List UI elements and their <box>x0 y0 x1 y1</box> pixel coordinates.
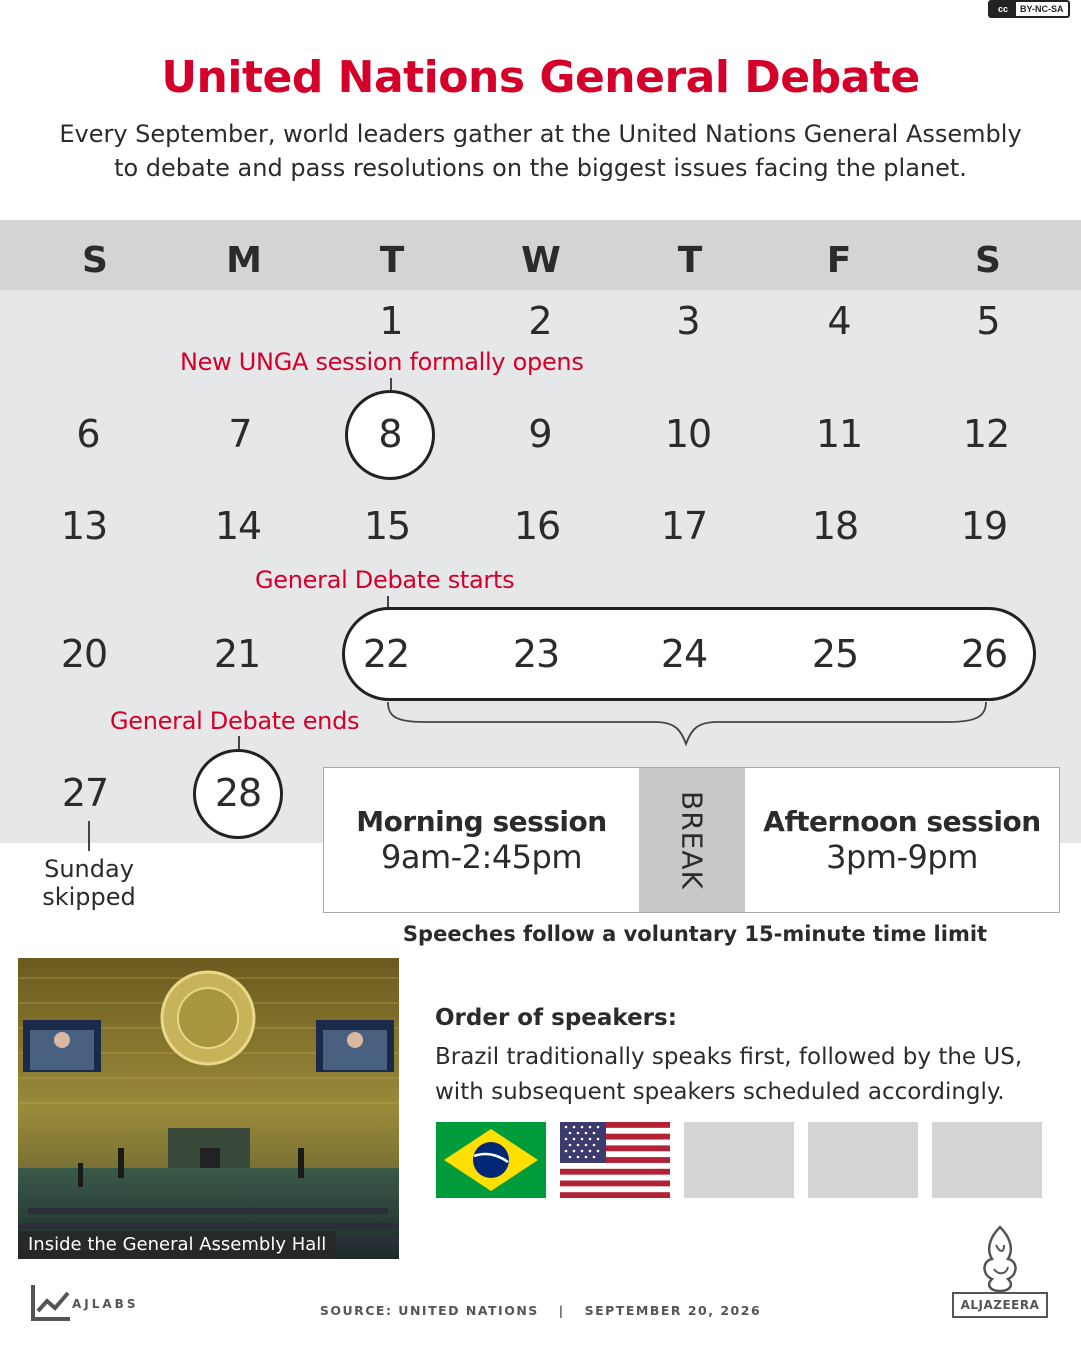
speaker-placeholder <box>684 1122 794 1198</box>
calendar-day-22: 22 <box>362 632 410 676</box>
calendar-day: 18 <box>811 504 859 548</box>
sunday-skipped-note <box>20 855 158 911</box>
calendar-day-26: 26 <box>960 632 1008 676</box>
brazil-flag-icon <box>436 1122 546 1198</box>
calendar-day-23: 23 <box>512 632 560 676</box>
weekday-friday: F <box>826 240 852 281</box>
debate-ends-annotation: General Debate ends <box>110 707 360 735</box>
annotation-tick <box>238 736 240 749</box>
source-text: SOURCE: UNITED NATIONS <box>319 1303 539 1318</box>
calendar-day: 12 <box>962 412 1010 456</box>
weekday-wednesday: W <box>521 240 561 281</box>
calendar-day: 11 <box>815 412 863 456</box>
calendar-day-28: 28 <box>214 771 262 815</box>
calendar-day: 17 <box>660 504 708 548</box>
calendar-day: 1 <box>379 299 403 343</box>
publish-date: SEPTEMBER 20, 2026 <box>584 1303 762 1318</box>
ajlabs-wordmark: AJLABS <box>72 1297 139 1311</box>
calendar-day-25: 25 <box>811 632 859 676</box>
calendar-day: 15 <box>363 504 411 548</box>
morning-session <box>324 768 639 912</box>
break-label: BREAK <box>675 790 709 890</box>
speaker-placeholder <box>808 1122 918 1198</box>
calendar-day-24: 24 <box>660 632 708 676</box>
cc-icon: cc <box>990 2 1016 16</box>
annotation-tick <box>390 378 392 390</box>
calendar-day: 4 <box>827 299 851 343</box>
weekday-thursday: T <box>677 240 703 281</box>
calendar-day: 13 <box>60 504 108 548</box>
afternoon-session <box>745 768 1059 912</box>
calendar-day: 16 <box>513 504 561 548</box>
calendar-day: 20 <box>60 632 108 676</box>
session-opens-annotation: New UNGA session formally opens <box>180 348 584 376</box>
general-assembly-hall-photo <box>18 958 399 1259</box>
calendar-day: 19 <box>960 504 1008 548</box>
order-text-line: Brazil traditionally speaks first, followed by the US, <box>435 1044 1023 1070</box>
footer-separator: | <box>558 1303 565 1318</box>
license-badge <box>988 0 1070 18</box>
calendar-day: 9 <box>528 412 552 456</box>
subtitle-line: Every September, world leaders gather at the United Nations General Assembly <box>59 120 1022 148</box>
calendar-day-27: 27 <box>61 771 109 815</box>
page-title: United Nations General Debate <box>161 52 920 103</box>
afternoon-session-title: Afternoon session <box>763 804 1041 838</box>
photo-caption: Inside the General Assembly Hall <box>18 1231 336 1259</box>
calendar-day-8: 8 <box>378 412 402 456</box>
debate-starts-annotation: General Debate starts <box>255 566 515 594</box>
debate-week-brace <box>385 700 990 750</box>
calendar-day: 10 <box>664 412 712 456</box>
speaker-placeholder <box>932 1122 1042 1198</box>
weekday-monday: M <box>226 240 262 281</box>
weekday-sunday: S <box>82 240 108 281</box>
footer-source <box>0 1303 1081 1318</box>
calendar-day: 2 <box>528 299 552 343</box>
afternoon-session-time: 3pm-9pm <box>826 837 978 876</box>
annotation-tick <box>88 821 90 851</box>
weekday-tuesday: T <box>379 240 405 281</box>
annotation-tick <box>387 596 389 607</box>
calendar-day: 7 <box>228 412 252 456</box>
sunday-skipped-line: skipped <box>42 883 136 911</box>
morning-session-title: Morning session <box>356 804 607 838</box>
weekday-saturday: S <box>975 240 1001 281</box>
calendar-day: 21 <box>213 632 261 676</box>
subtitle <box>40 117 1041 185</box>
time-limit-note: Speeches follow a voluntary 15-minute time limit <box>402 922 988 946</box>
license-text: BY-NC-SA <box>1020 4 1064 14</box>
usa-flag-icon <box>560 1122 670 1198</box>
order-text-line: with subsequent speakers scheduled accordingly. <box>435 1079 1005 1105</box>
calendar-day: 6 <box>76 412 100 456</box>
morning-session-time: 9am-2:45pm <box>380 837 583 876</box>
break-column <box>639 768 745 912</box>
order-of-speakers-title: Order of speakers: <box>435 1005 677 1031</box>
sunday-skipped-line: Sunday <box>44 855 134 883</box>
session-schedule <box>323 767 1060 913</box>
order-of-speakers-text <box>435 1040 1065 1110</box>
calendar-day: 3 <box>676 299 700 343</box>
subtitle-line: to debate and pass resolutions on the biggest issues facing the planet. <box>114 154 967 182</box>
calendar-day: 5 <box>976 299 1000 343</box>
calendar-day: 14 <box>214 504 262 548</box>
aljazeera-wordmark: ALJAZEERA <box>952 1292 1048 1318</box>
